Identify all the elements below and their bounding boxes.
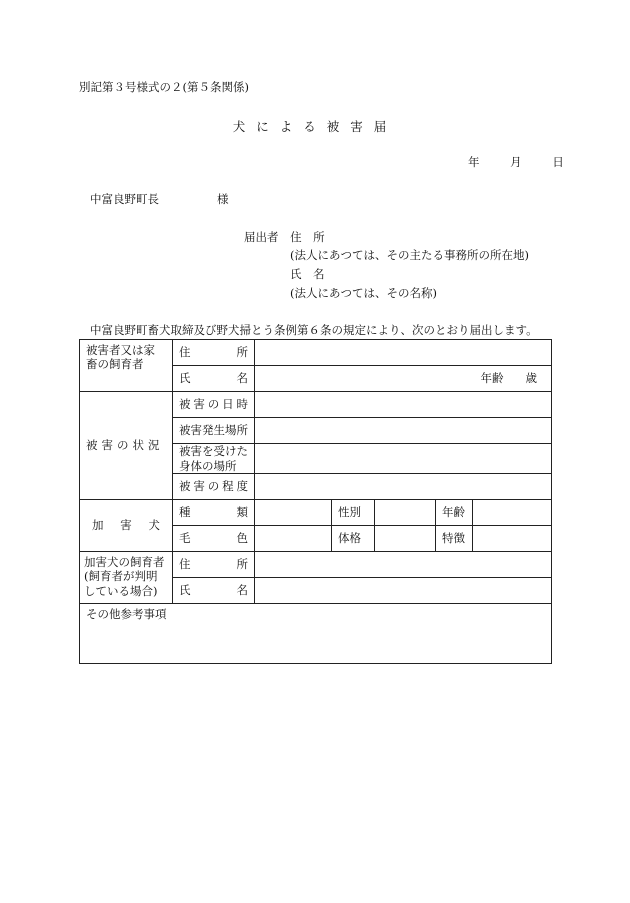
form-id: 別記第３号様式の２(第５条関係) <box>79 80 249 94</box>
owner-address-field[interactable] <box>255 552 552 578</box>
owner-name-field[interactable] <box>255 578 552 604</box>
victim-address-field[interactable] <box>255 340 552 366</box>
addressee-name: 中富良野町長 <box>90 192 159 206</box>
victim-age-unit: 歳 <box>525 371 538 386</box>
form-title: 犬による被害届 <box>232 119 398 134</box>
damage-datetime-label: 被害の日時 <box>173 392 255 418</box>
date-line <box>468 157 564 169</box>
victim-header: 被害者又は家畜の飼育者 <box>80 340 173 392</box>
owner-address-row <box>80 552 552 578</box>
date-month-label: 月 <box>510 155 522 169</box>
damage-datetime-row <box>80 392 552 418</box>
dog-build-label: 体格 <box>332 526 375 552</box>
applicant-address-label: 住 所 <box>290 230 325 244</box>
victim-address-label: 住所 <box>173 340 255 366</box>
owner-header: 加害犬の飼育者(飼育者が判明している場合) <box>80 552 173 604</box>
damage-body-label: 被害を受けた身体の場所 <box>173 444 255 474</box>
damage-extent-label: 被害の程度 <box>173 474 255 500</box>
damage-location-field[interactable] <box>255 418 552 444</box>
victim-age-label: 年齢 <box>480 371 504 386</box>
dog-features-field[interactable] <box>473 526 552 552</box>
report-table <box>79 339 552 664</box>
notes-label: その他参考事項 <box>86 607 167 621</box>
notes-row <box>80 604 552 664</box>
owner-name-label: 氏名 <box>173 578 255 604</box>
owner-address-label: 住所 <box>173 552 255 578</box>
dog-build-field[interactable] <box>375 526 436 552</box>
dog-age-label: 年齢 <box>436 500 473 526</box>
damage-header: 被害の状況 <box>80 392 173 500</box>
victim-name-field[interactable] <box>255 366 552 392</box>
dog-features-label: 特徴 <box>436 526 473 552</box>
dog-breed-field[interactable] <box>255 500 332 526</box>
date-year-label: 年 <box>468 155 480 169</box>
addressee-honorific: 様 <box>217 192 229 206</box>
dog-coat-label: 毛色 <box>173 526 255 552</box>
notes-field[interactable] <box>80 604 552 664</box>
dog-header: 加害犬 <box>80 500 173 552</box>
date-day-label: 日 <box>552 155 564 169</box>
victim-address-row <box>80 340 552 366</box>
addressee <box>90 194 229 206</box>
damage-datetime-field[interactable] <box>255 392 552 418</box>
damage-extent-field[interactable] <box>255 474 552 500</box>
intro-text: 中富良野町畜犬取締及び野犬掃とう条例第６条の規定により、次のとおり届出します。 <box>90 323 538 337</box>
dog-coat-field[interactable] <box>255 526 332 552</box>
dog-sex-label: 性別 <box>332 500 375 526</box>
dog-breed-label: 種類 <box>173 500 255 526</box>
damage-location-label: 被害発生場所 <box>173 418 255 444</box>
applicant-label: 届出者 <box>244 230 279 244</box>
dog-sex-field[interactable] <box>375 500 436 526</box>
victim-name-label: 氏名 <box>173 366 255 392</box>
applicant-address-note: (法人にあつては、その主たる事務所の所在地) <box>290 248 529 262</box>
applicant-name-note: (法人にあつては、その名称) <box>290 286 437 300</box>
dog-row-1 <box>80 500 552 526</box>
damage-body-field[interactable] <box>255 444 552 474</box>
dog-age-field[interactable] <box>473 500 552 526</box>
applicant-label-row <box>244 232 325 244</box>
applicant-name-label: 氏 名 <box>290 267 325 281</box>
